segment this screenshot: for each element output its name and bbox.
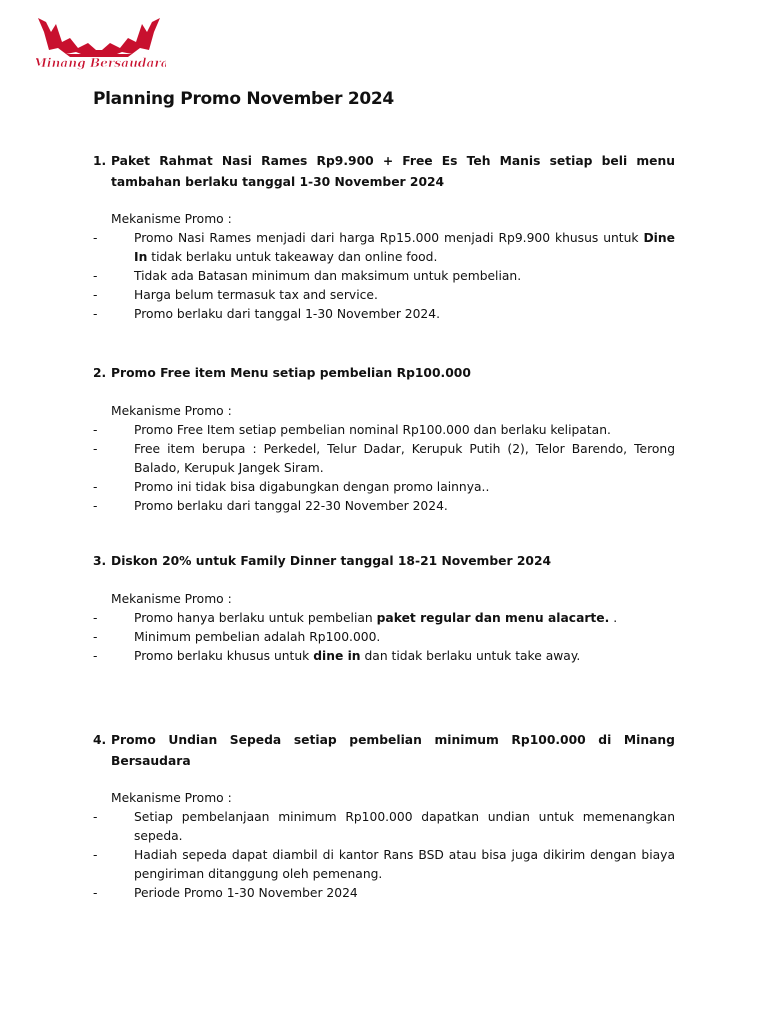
list-item <box>93 267 675 286</box>
bullet-marker: - <box>93 288 98 302</box>
promo-heading-text: Promo Undian Sepeda setiap pembelian minimum Rp100.000 di Minang Bersaudara <box>111 733 675 768</box>
bullet-marker: - <box>93 269 98 283</box>
bullet-marker: - <box>93 848 98 862</box>
list-item <box>93 497 675 516</box>
logo-text: Minang Bersaudara <box>36 56 166 70</box>
bullet-text: Promo berlaku dari tanggal 1-30 November 2024. <box>134 307 440 321</box>
list-item <box>93 808 675 846</box>
promo-number: 2. <box>93 366 107 380</box>
promo-heading <box>93 363 675 384</box>
mechanism-label: Mekanisme Promo : <box>111 791 232 805</box>
bullet-marker: - <box>93 231 98 245</box>
bullet-marker: - <box>93 886 98 900</box>
bullet-marker: - <box>93 810 98 824</box>
promo-number: 4. <box>93 733 107 747</box>
bullet-text: Promo berlaku khusus untuk dine in dan tidak berlaku untuk take away. <box>134 648 581 663</box>
promo-heading <box>93 730 675 771</box>
bullet-text: Periode Promo 1-30 November 2024 <box>134 886 358 900</box>
bullet-marker: - <box>93 479 98 494</box>
list-item <box>93 884 675 903</box>
promo-heading <box>93 151 675 192</box>
mechanism-label: Mekanisme Promo : <box>111 403 232 418</box>
bullet-marker: - <box>93 648 98 663</box>
bullet-text: Promo Nasi Rames menjadi dari harga Rp15.000 menjadi Rp9.900 khusus untuk Dine In tidak berlaku untuk takeaway dan online food. <box>134 231 675 264</box>
list-item <box>93 229 675 267</box>
bullet-text: Hadiah sepeda dapat diambil di kantor Rans BSD atau bisa juga dikirim dengan biaya pengiriman ditanggung oleh pemenang. <box>134 848 675 881</box>
bullet-marker: - <box>93 498 98 513</box>
list-item <box>93 846 675 884</box>
list-item <box>93 628 675 647</box>
page-title: Planning Promo November 2024 <box>93 89 394 109</box>
mechanism-label: Mekanisme Promo : <box>111 591 232 606</box>
bullet-marker: - <box>93 610 98 625</box>
minang-bersaudara-logo <box>36 16 166 72</box>
bullet-text: Setiap pembelanjaan minimum Rp100.000 dapatkan undian untuk memenangkan sepeda. <box>134 810 675 843</box>
list-item <box>93 647 675 666</box>
bullet-marker: - <box>93 307 98 321</box>
bullet-text: Tidak ada Batasan minimum dan maksimum untuk pembelian. <box>134 269 522 283</box>
mechanism-label: Mekanisme Promo : <box>111 212 232 226</box>
mechanism-list <box>93 229 675 324</box>
bullet-marker: - <box>93 441 98 456</box>
promo-heading <box>93 551 675 572</box>
promo-section-3 <box>93 551 675 666</box>
bullet-text: Free item berupa : Perkedel, Telur Dadar, Kerupuk Putih (2), Telor Barendo, Terong Balado, Kerupuk Jangek Siram. <box>134 441 675 475</box>
list-item <box>93 286 675 305</box>
bullet-text: Promo hanya berlaku untuk pembelian paket regular dan menu alacarte. . <box>134 610 618 625</box>
bullet-text: Promo berlaku dari tanggal 22-30 November 2024. <box>134 498 448 513</box>
list-item <box>93 478 675 497</box>
list-item <box>93 440 675 478</box>
promo-heading-text: Paket Rahmat Nasi Rames Rp9.900 + Free Es Teh Manis setiap beli menu tambahan berlaku tanggal 1-30 November 2024 <box>111 154 675 189</box>
promo-number: 3. <box>93 554 107 568</box>
promo-section-1 <box>93 151 675 324</box>
mechanism-list <box>93 609 675 666</box>
bullet-text: Promo ini tidak bisa digabungkan dengan promo lainnya.. <box>134 479 490 494</box>
rumah-gadang-roof-icon <box>36 16 166 72</box>
bullet-text: Harga belum termasuk tax and service. <box>134 288 378 302</box>
list-item <box>93 421 675 440</box>
promo-section-2 <box>93 363 675 516</box>
promo-heading-text: Promo Free item Menu setiap pembelian Rp100.000 <box>111 366 471 380</box>
list-item <box>93 305 675 324</box>
bullet-text: Promo Free Item setiap pembelian nominal Rp100.000 dan berlaku kelipatan. <box>134 422 611 437</box>
promo-heading-text: Diskon 20% untuk Family Dinner tanggal 18-21 November 2024 <box>111 554 552 568</box>
mechanism-list <box>93 808 675 903</box>
mechanism-list <box>93 421 675 516</box>
bullet-marker: - <box>93 422 98 437</box>
bullet-text: Minimum pembelian adalah Rp100.000. <box>134 629 381 644</box>
list-item <box>93 609 675 628</box>
bullet-marker: - <box>93 629 98 644</box>
promo-number: 1. <box>93 154 107 168</box>
promo-section-4 <box>93 730 675 903</box>
